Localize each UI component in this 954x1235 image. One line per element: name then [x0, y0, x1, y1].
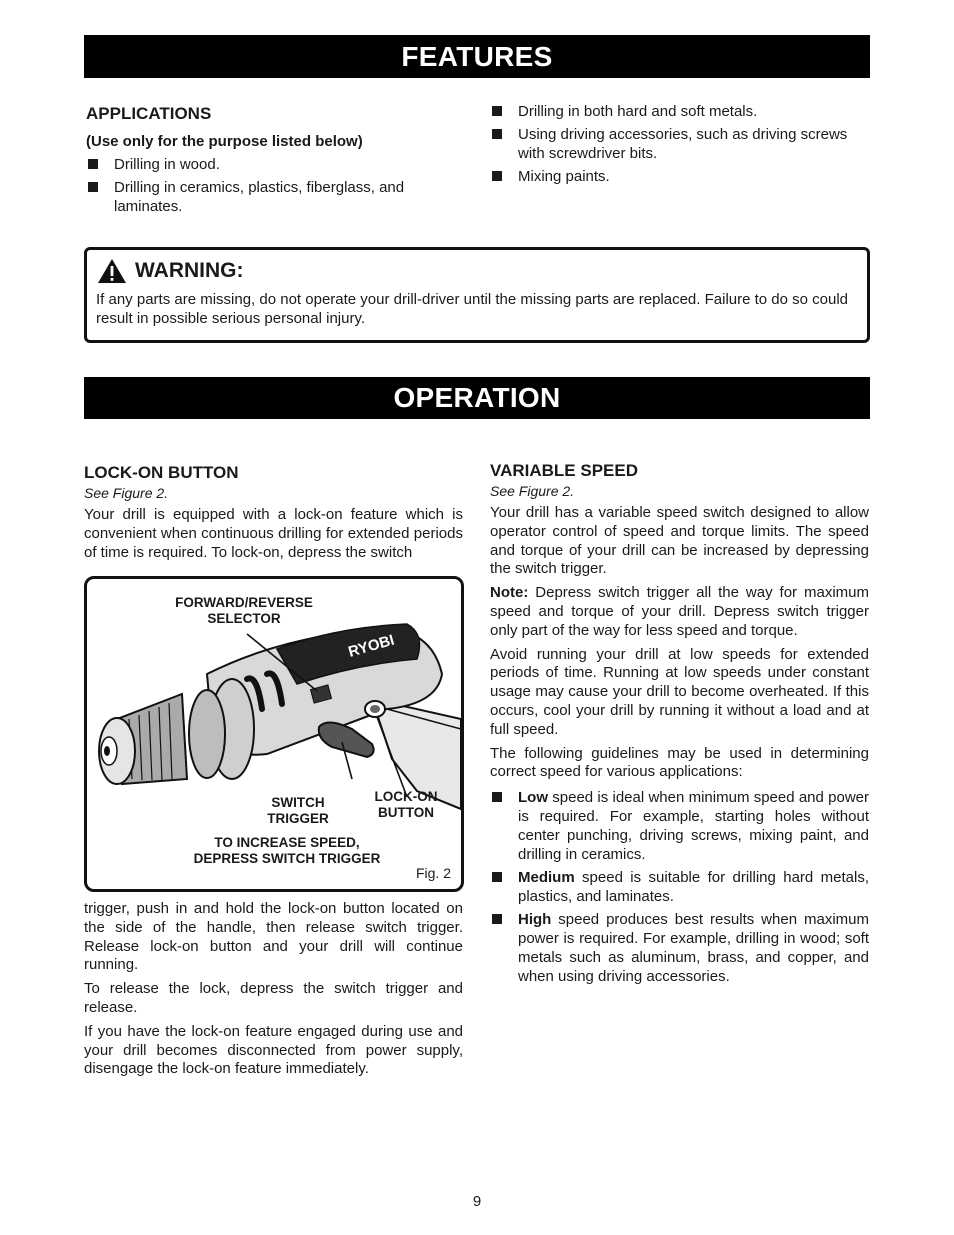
label-forward-reverse-selector — [169, 595, 319, 627]
variable-speed-paragraph-2: Avoid running your drill at low speeds for extended periods of time. Running at low speeds under constant usage may cause your drill to become overheated. If this occurs, cool your drill by running it without a load and at full speed. — [490, 645, 869, 738]
label-line: DEPRESS SWITCH TRIGGER — [193, 851, 381, 866]
note-text: Depress switch trigger all the way for maximum speed and torque of your drill. Depress switch trigger only part of the way for less speed and torque. — [490, 584, 869, 639]
list-item — [490, 868, 869, 906]
list-item — [490, 125, 870, 163]
list-item — [490, 102, 870, 121]
list-item-text: Mixing paints. — [518, 168, 610, 185]
lock-on-paragraph-2: trigger, push in and hold the lock-on button located on the side of the handle, then release switch trigger. Release lock-on button and your drill will continue running. — [84, 900, 463, 974]
label-increase-speed — [187, 835, 387, 867]
applications-list-right — [490, 102, 870, 186]
lock-on-see-figure: See Figure 2. — [84, 485, 169, 501]
variable-speed-paragraph-3: The following guidelines may be used in determining correct speed for various applications: — [490, 744, 869, 781]
label-line: SWITCH — [271, 795, 325, 810]
list-item — [86, 155, 460, 174]
warning-title: WARNING: — [135, 259, 244, 282]
variable-speed-see-figure: See Figure 2. — [490, 483, 575, 499]
warning-box — [84, 247, 870, 343]
drill-brand-logo: RYOBI — [346, 631, 397, 661]
applications-list-left — [86, 155, 460, 216]
bullet-square-icon — [492, 914, 502, 924]
applications-right-column — [490, 102, 870, 190]
bullet-square-icon — [88, 182, 98, 192]
speed-label: Low — [518, 789, 548, 807]
lock-on-heading: LOCK-ON BUTTON — [84, 463, 239, 482]
warning-triangle-icon — [97, 258, 127, 284]
page-number: 9 — [472, 1193, 482, 1210]
figure-2 — [84, 576, 464, 892]
label-switch-trigger — [263, 795, 333, 827]
applications-subheading: (Use only for the purpose listed below) — [86, 133, 363, 150]
bullet-square-icon — [492, 872, 502, 882]
label-line: SELECTOR — [207, 611, 281, 626]
label-line: TRIGGER — [267, 811, 329, 826]
list-item-text: Drilling in ceramics, plastics, fiberglass, and laminates. — [114, 179, 405, 215]
label-line: FORWARD/REVERSE — [175, 595, 313, 610]
bullet-square-icon — [492, 129, 502, 139]
features-title: FEATURES — [84, 35, 870, 78]
label-lock-on-button — [371, 789, 441, 821]
lock-on-section-bottom — [84, 900, 463, 1079]
list-item-text: Drilling in both hard and soft metals. — [518, 103, 758, 120]
speed-guidelines-list — [490, 788, 869, 986]
list-item-text: Drilling in wood. — [114, 156, 220, 173]
speed-text: speed is ideal when minimum speed and power is required. For example, starting holes without center punching, driving screws, mixing paint, and drilling in ceramics. — [518, 789, 869, 864]
bullet-square-icon — [88, 159, 98, 169]
label-line: BUTTON — [378, 805, 434, 820]
note-label: Note: — [490, 584, 529, 602]
lock-on-paragraph-1: Your drill is equipped with a lock-on feature which is convenient when continuous drilling for extended periods of time is required. To lock-on, depress the switch — [84, 506, 463, 561]
operation-title: OPERATION — [84, 377, 870, 419]
speed-text: speed is suitable for drilling hard metals, plastics, and laminates. — [518, 869, 869, 906]
list-item — [490, 167, 870, 186]
lock-on-paragraph-4: If you have the lock-on feature engaged during use and your drill becomes disconnected from power supply, disengage the lock-on feature immediately. — [84, 1022, 463, 1078]
applications-heading: APPLICATIONS — [86, 104, 212, 123]
bullet-square-icon — [492, 792, 502, 802]
warning-header — [97, 258, 244, 284]
speed-text: speed produces best results when maximum power is required. For example, drilling in wood; soft metals such as aluminum, brass, and copper, and when using driving accessories. — [518, 911, 869, 986]
speed-label: Medium — [518, 869, 575, 887]
label-line: LOCK-ON — [374, 789, 438, 804]
list-item-text: Using driving accessories, such as driving screws with screwdriver bits. — [518, 126, 848, 162]
variable-speed-note — [490, 584, 869, 640]
bullet-square-icon — [492, 106, 502, 116]
label-line: TO INCREASE SPEED, — [214, 835, 360, 850]
applications-left-column — [86, 104, 460, 220]
figure-number: Fig. 2 — [415, 865, 451, 881]
list-item — [86, 178, 460, 216]
lock-on-paragraph-3: To release the lock, depress the switch trigger and release. — [84, 980, 463, 1016]
list-item — [490, 788, 869, 864]
lock-on-section-top — [84, 463, 463, 562]
warning-text: If any parts are missing, do not operate your drill-driver until the missing parts are replaced. Failure to do so could result in possible serious personal injury. — [96, 291, 849, 327]
speed-label: High — [518, 911, 552, 929]
variable-speed-paragraph-1: Your drill has a variable speed switch designed to allow operator control of speed and torque limits. The speed and torque of your drill can be increased by depressing the switch trigger. — [490, 504, 869, 578]
list-item — [490, 910, 869, 986]
bullet-square-icon — [492, 171, 502, 181]
variable-speed-section — [490, 461, 869, 990]
variable-speed-heading: VARIABLE SPEED — [490, 461, 638, 480]
